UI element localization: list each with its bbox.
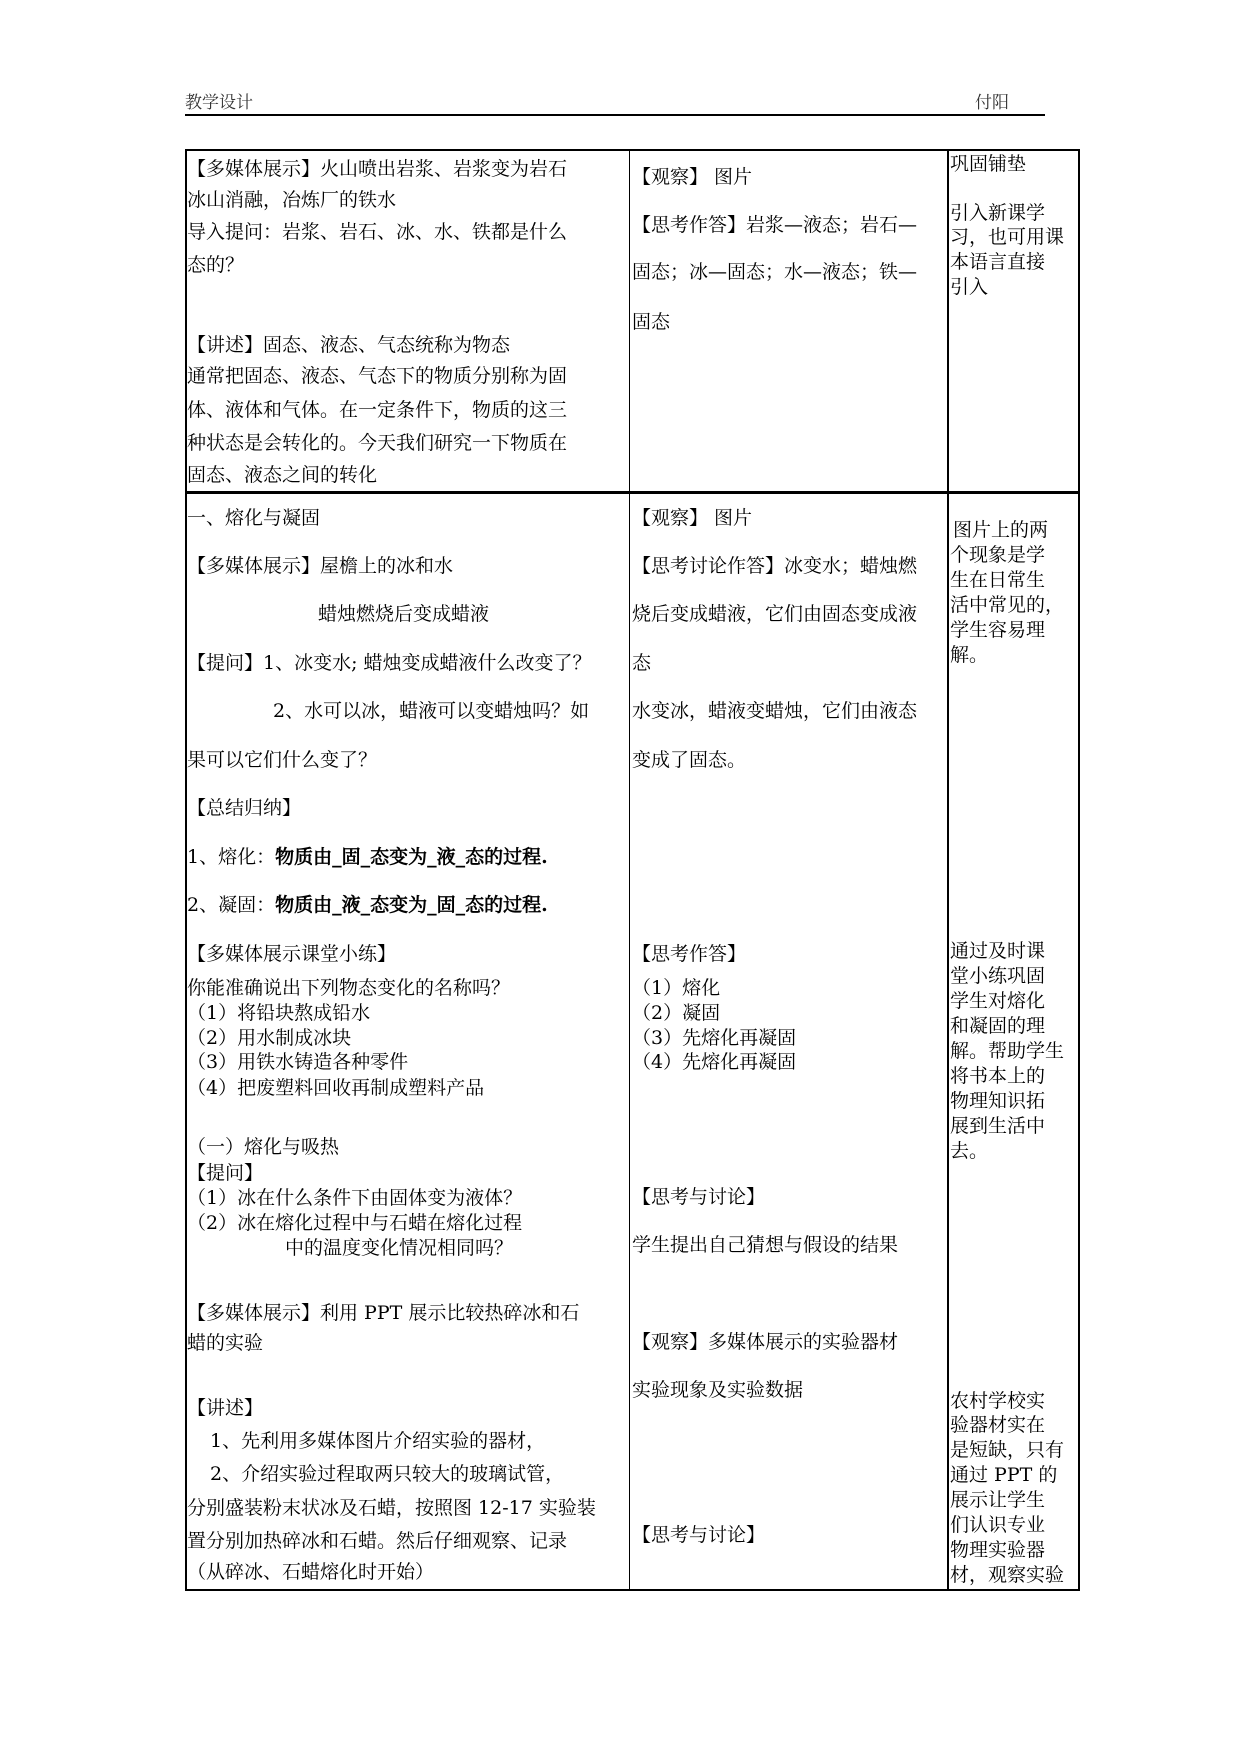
table-border-right xyxy=(1078,149,1080,1591)
text-line: 烧后变成蜡液，它们由固态变成液 xyxy=(632,603,918,625)
text-line: （2）凝固 xyxy=(632,1002,721,1024)
text-line: 和凝固的理 xyxy=(950,1015,1046,1037)
text-line: 态的？ xyxy=(187,254,245,276)
text-line: 们认识专业 xyxy=(950,1514,1046,1536)
text-line: 【讲述】 xyxy=(187,1397,264,1419)
definition-solidification xyxy=(187,893,548,917)
text-line: 【观察】多媒体展示的实验器材 xyxy=(632,1331,899,1353)
text-line: 巩固铺垫 xyxy=(950,153,1027,175)
text-line: 材，观察实验 xyxy=(950,1564,1065,1586)
text-line: 是短缺，只有 xyxy=(950,1439,1065,1461)
section-heading: （一）熔化与吸热 xyxy=(187,1136,340,1158)
text-line: 变成了固态。 xyxy=(632,749,747,771)
text-line: 2、介绍实验过程取两只较大的玻璃试管， xyxy=(210,1463,565,1485)
section-heading: 一、熔化与凝固 xyxy=(187,507,321,529)
text-line: 展到生活中 xyxy=(950,1115,1046,1137)
text-line: 中的温度变化情况相同吗？ xyxy=(285,1237,514,1259)
column-divider-1 xyxy=(629,149,630,1591)
text-line: （1）冰在什么条件下由固体变为液体？ xyxy=(187,1187,523,1209)
text-line: 引入 xyxy=(950,276,989,298)
text-line: 水变冰，蜡液变蜡烛，它们由液态 xyxy=(632,700,918,722)
text-line: 2、水可以冰，蜡液可以变蜡烛吗？如 xyxy=(273,700,590,722)
text-line: 态 xyxy=(632,652,652,674)
text-line: 个现象是学 xyxy=(950,544,1046,566)
text-line: 蜡烛燃烧后变成蜡液 xyxy=(318,603,490,625)
column-divider-2 xyxy=(947,149,949,1591)
text-line: 果可以它们什么变了？ xyxy=(187,749,378,771)
text-line: 农村学校实 xyxy=(950,1390,1046,1412)
text-line: （3）用铁水铸造各种零件 xyxy=(187,1051,409,1073)
definition-melting xyxy=(187,845,548,869)
definition-text: 物质由_固_态变为_液_态的过程. xyxy=(275,846,548,868)
text-line: （2）用水制成冰块 xyxy=(187,1027,352,1049)
text-line: 1、先利用多媒体图片介绍实验的器材， xyxy=(210,1430,546,1452)
text-line: 种状态是会转化的。今天我们研究一下物质在 xyxy=(187,432,568,454)
text-line: 实验现象及实验数据 xyxy=(632,1379,804,1401)
text-line: 【提问】1、冰变水; 蜡烛变成蜡液什么改变了？ xyxy=(187,652,592,674)
text-line: 固态 xyxy=(632,311,671,333)
text-line: （2）冰在熔化过程中与石蜡在熔化过程 xyxy=(187,1212,523,1234)
text-line: 本语言直接 xyxy=(950,251,1046,273)
text-line: 【多媒体展示】火山喷出岩浆、岩浆变为岩石 xyxy=(187,158,568,180)
text-line: 【多媒体展示课堂小练】 xyxy=(187,943,397,965)
text-line: 堂小练巩固 xyxy=(950,965,1046,987)
text-line: 通过及时课 xyxy=(950,940,1046,962)
text-line: 你能准确说出下列物态变化的名称吗？ xyxy=(187,977,511,999)
text-line: 习，也可用课 xyxy=(950,226,1065,248)
text-line: 体、液体和气体。在一定条件下，物质的这三 xyxy=(187,399,568,421)
text-line: 解。 xyxy=(950,644,989,666)
text-line: 【多媒体展示】利用 PPT 展示比较热碎冰和石 xyxy=(187,1302,580,1324)
term-label: 2、凝固： xyxy=(187,894,276,916)
table-border-bottom xyxy=(185,1589,1080,1591)
text-line: （3）先熔化再凝固 xyxy=(632,1027,797,1049)
text-line: 去。 xyxy=(950,1140,989,1162)
text-line: 【总结归纳】 xyxy=(187,797,302,819)
text-line: （从碎冰、石蜡熔化时开始） xyxy=(187,1561,435,1583)
header-author: 付阳 xyxy=(975,93,1009,113)
text-line: 图片上的两 xyxy=(953,519,1049,541)
text-line: （1）熔化 xyxy=(632,977,721,999)
text-line: 蜡的实验 xyxy=(187,1332,264,1354)
text-line: 【思考与讨论】 xyxy=(632,1524,766,1546)
text-line: 【提问】 xyxy=(187,1162,264,1184)
text-line: 冰山消融，冶炼厂的铁水 xyxy=(187,189,397,211)
text-line: 【观察】 图片 xyxy=(632,166,753,188)
text-line: 验器材实在 xyxy=(950,1414,1046,1436)
row-divider xyxy=(185,491,1080,494)
text-line: 学生容易理 xyxy=(950,619,1046,641)
text-line: 物理实验器 xyxy=(950,1539,1046,1561)
term-label: 1、熔化： xyxy=(187,846,276,868)
text-line: 活中常见的， xyxy=(950,594,1065,616)
header-title: 教学设计 xyxy=(185,93,253,113)
header-rule xyxy=(185,114,1045,116)
text-line: 固态、液态之间的转化 xyxy=(187,464,378,486)
text-line: 【多媒体展示】屋檐上的冰和水 xyxy=(187,555,454,577)
text-line: 【思考作答】岩浆—液态；岩石— xyxy=(632,214,918,236)
text-line: 引入新课学 xyxy=(950,202,1046,224)
text-line: 【观察】 图片 xyxy=(632,507,753,529)
text-line: 学生提出自己猜想与假设的结果 xyxy=(632,1234,899,1256)
text-line: 物理知识拓 xyxy=(950,1090,1046,1112)
text-line: （4）把废塑料回收再制成塑料产品 xyxy=(187,1077,485,1099)
text-line: 【思考讨论作答】冰变水；蜡烛燃 xyxy=(632,555,918,577)
text-line: （4）先熔化再凝固 xyxy=(632,1051,797,1073)
text-line: 将书本上的 xyxy=(950,1065,1046,1087)
text-line: 通常把固态、液态、气态下的物质分别称为固 xyxy=(187,365,568,387)
text-line: 学生对熔化 xyxy=(950,990,1046,1012)
definition-text: 物质由_液_态变为_固_态的过程. xyxy=(275,894,548,916)
text-line: 【讲述】固态、液态、气态统称为物态 xyxy=(187,334,511,356)
text-line: 【思考作答】 xyxy=(632,943,747,965)
text-line: 固态；冰—固态；水—液态；铁— xyxy=(632,261,918,283)
text-line: （1）将铅块熬成铅水 xyxy=(187,1002,371,1024)
text-line: 解。帮助学生 xyxy=(950,1040,1065,1062)
text-line: 导入提问：岩浆、岩石、冰、水、铁都是什么 xyxy=(187,221,568,243)
text-line: 通过 PPT 的 xyxy=(950,1464,1058,1486)
text-line: 生在日常生 xyxy=(950,569,1046,591)
text-line: 展示让学生 xyxy=(950,1489,1046,1511)
table-border-top xyxy=(185,149,1080,151)
text-line: 置分别加热碎冰和石蜡。然后仔细观察、记录 xyxy=(187,1530,568,1552)
text-line: 分别盛装粉末状冰及石蜡，按照图 12-17 实验装 xyxy=(187,1497,596,1519)
text-line: 【思考与讨论】 xyxy=(632,1186,766,1208)
